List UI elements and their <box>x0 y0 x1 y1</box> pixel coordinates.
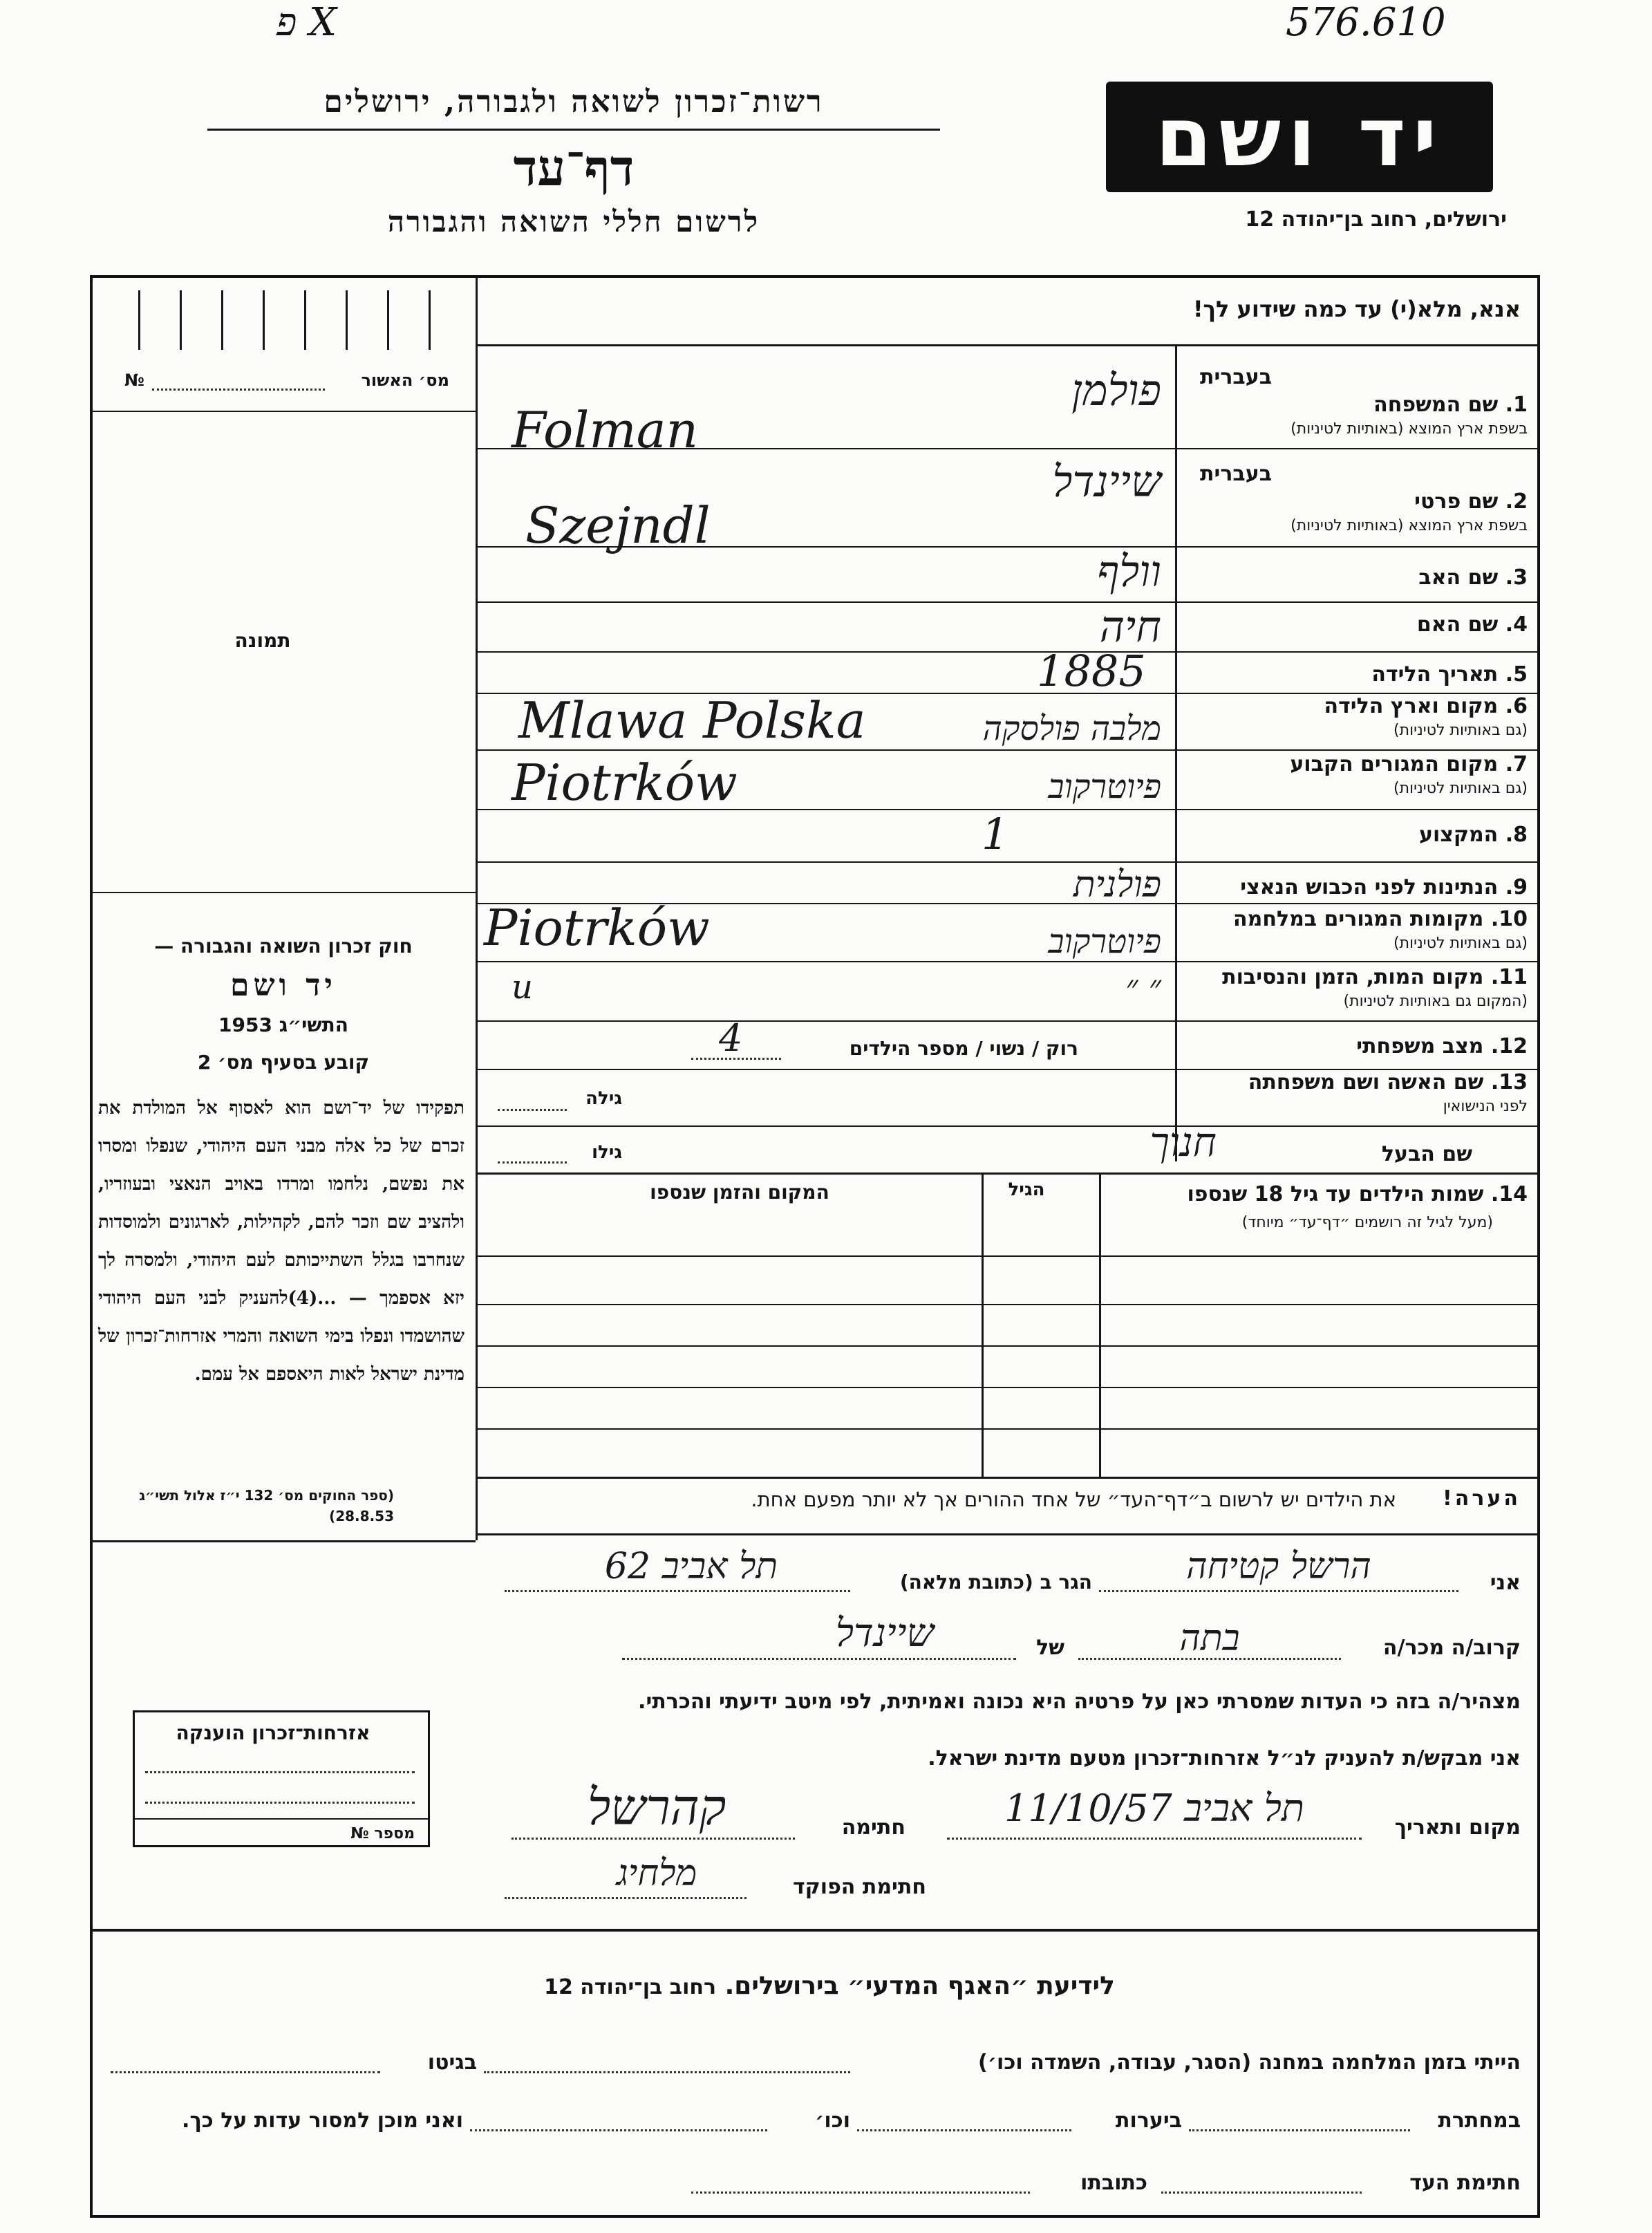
field-4-label: 4. שם האם <box>1416 613 1528 637</box>
statement: מצהיר/ה בזה כי העדות שמסרתי כאן על פרטיה היא נכונה ואמיתית, לפי מיטב ידיעתי והכרתי. <box>638 1690 1521 1714</box>
confirm-label: מס׳ האשור <box>361 371 449 390</box>
footer-line3-a: חתימת העד <box>1409 2171 1521 2195</box>
handwritten-marks: פ X <box>276 0 337 45</box>
sidebar-divider <box>476 275 478 1540</box>
address-line <box>505 1590 850 1592</box>
place-date-line <box>947 1838 1362 1840</box>
row-divider <box>476 961 1540 962</box>
children-row-line[interactable] <box>476 1304 1540 1305</box>
authority-line: רשות־זכרון לשואה ולגבורה, ירושלים <box>323 84 824 120</box>
field-6-label: 6. מקום וארץ הלידה <box>1324 694 1528 718</box>
field-1-label: 1. שם המשפחה <box>1373 393 1528 417</box>
children-row-line[interactable] <box>476 1428 1540 1430</box>
address-value[interactable]: תל אביב 62 <box>604 1546 778 1587</box>
field-6-hebrew-value[interactable]: מלבה פולסקה <box>982 709 1161 748</box>
field-4-hebrew-value[interactable]: חיה <box>1099 601 1161 652</box>
address-label: הגר ב (כתובת מלאה) <box>899 1571 1092 1594</box>
field-7-hebrew-value[interactable]: פיוטרקוב <box>1048 767 1161 806</box>
footer-etc-line[interactable] <box>470 2129 767 2131</box>
form-intro: אנא, מלא(י) עד כמה שידוע לך! <box>1192 296 1521 322</box>
field-11-sub: (המקום גם באותיות לטיניות) <box>1343 993 1528 1010</box>
note-label: הערה! <box>1443 1486 1521 1511</box>
children-col-divider <box>1099 1172 1101 1477</box>
footer-line3-b: כתובתו <box>1080 2171 1147 2195</box>
field-3-label: 3. שם האב <box>1418 566 1528 590</box>
footer-witness-sign-line[interactable] <box>1161 2192 1362 2194</box>
row-divider <box>476 651 1540 653</box>
footer-address-line[interactable] <box>691 2192 1030 2194</box>
row-divider <box>476 861 1540 863</box>
photo-divider <box>90 892 476 893</box>
of-label: של <box>1036 1636 1064 1660</box>
footer-camp-line[interactable] <box>484 2071 850 2073</box>
field-5-label: 5. תאריך הלידה <box>1371 662 1528 686</box>
field-7-sub: (גם באותיות לטיניות) <box>1393 780 1528 797</box>
field-12-label: 12. מצב משפחתי <box>1356 1034 1528 1058</box>
field-8-label: 8. המקצוע <box>1418 823 1528 847</box>
husband-label: שם הבעל <box>1381 1142 1472 1166</box>
children-col-divider <box>982 1172 984 1477</box>
place-date-value[interactable]: תל אביב 11/10/57 <box>1004 1786 1304 1830</box>
footer-line2-b: ביערות <box>1116 2109 1182 2133</box>
confirm-box-line <box>263 290 265 350</box>
confirm-divider <box>90 411 476 412</box>
of-value[interactable]: שיינדל <box>835 1611 935 1656</box>
spouse-age-line <box>498 1109 567 1111</box>
confirm-box-line <box>387 290 389 350</box>
confirm-box-line <box>304 290 306 350</box>
law-ref: (ספר החוקים מס׳ 132 י״ז אלול תשי״ג 28.8.53) <box>139 1487 394 1524</box>
signature-label: חתימה <box>841 1815 905 1840</box>
field-9-label: 9. הנתינות לפני הכבוש הנאצי <box>1240 875 1528 899</box>
husband-value[interactable]: חנוך <box>1149 1119 1217 1166</box>
declaration-i-label: אני <box>1490 1571 1521 1595</box>
field-9-hebrew-value[interactable]: פולנית <box>1073 864 1161 906</box>
field-14-sub: (מעל לגיל זה רושמים ״דף־עד״ מיוחד) <box>1241 1214 1493 1231</box>
row-divider <box>476 749 1540 751</box>
field-14-label: 14. שמות הילדים עד גיל 18 שנספו <box>1187 1182 1528 1206</box>
field-11-latin-value[interactable]: u <box>511 968 533 1007</box>
intro-divider <box>476 344 1540 346</box>
request: אני מבקש/ת להעניק לנ״ל אזרחות־זכרון מטעם מדינת ישראל. <box>928 1746 1521 1770</box>
row-divider <box>476 1125 1540 1127</box>
footer-divider <box>90 1929 1540 1932</box>
field-1-latin-value[interactable]: Folman <box>511 401 698 459</box>
children-row-line[interactable] <box>476 1345 1540 1347</box>
field-3-hebrew-value[interactable]: וולף <box>1097 546 1161 597</box>
footer-line2-d: ואני מוכן למסור עדות על כך. <box>182 2109 463 2133</box>
witness-name-line <box>1099 1590 1458 1592</box>
field-11-label: 11. מקום המות, הזמן והנסיבות <box>1222 965 1528 989</box>
field-6-sub: (גם באותיות לטיניות) <box>1393 722 1528 739</box>
children-count-value[interactable]: 4 <box>719 1016 743 1060</box>
confirm-box-line <box>346 290 348 350</box>
section-divider <box>476 1477 1540 1479</box>
field-13-label: 13. שם האשה ושם משפחתה <box>1248 1070 1528 1094</box>
photo-label: תמונה <box>234 629 291 652</box>
hebrew-tag: בעברית <box>1200 462 1272 486</box>
confirm-box-line <box>429 290 431 350</box>
citizenship-line[interactable] <box>145 1802 415 1804</box>
footer-line2-c: וכו׳ <box>815 2109 850 2133</box>
citizenship-box-title: אזרחות־זכרון הוענקה <box>176 1721 370 1744</box>
hebrew-tag: בעברית <box>1200 365 1272 389</box>
field-2-sub: בשפת ארץ המוצא (באותיות לטיניות) <box>1290 517 1528 534</box>
husband-age-label: גילו <box>592 1142 622 1163</box>
children-row-line[interactable] <box>476 1387 1540 1388</box>
witness-name-value[interactable]: הרשל קטיחה <box>1186 1546 1371 1587</box>
confirm-box-line <box>180 290 182 350</box>
law-title: חוק זכרון השואה והגבורה — <box>154 935 413 957</box>
citizenship-line[interactable] <box>145 1771 415 1773</box>
confirm-no-line[interactable] <box>152 389 325 391</box>
signature-value[interactable]: קהרשל <box>587 1778 726 1836</box>
confirm-box-line <box>221 290 223 350</box>
field-2-latin-value[interactable]: Szejndl <box>525 496 711 554</box>
field-2-label: 2. שם פרטי <box>1414 489 1528 514</box>
confirm-no-sign: № <box>124 371 144 390</box>
confirm-box-line <box>138 290 140 350</box>
officer-label: חתימת הפוקד <box>793 1875 926 1899</box>
footer-line2-a: במחתרת <box>1438 2109 1521 2133</box>
field-1-sub: בשפת ארץ המוצא (באותיות לטיניות) <box>1290 420 1528 438</box>
officer-value[interactable]: מלחיג <box>616 1853 697 1894</box>
footer-line1-a: הייתי בזמן המלחמה במחנה (הסגר, עבודה, השמדה וכו׳) <box>978 2050 1521 2075</box>
place-date-label: מקום ותאריך <box>1394 1815 1521 1840</box>
footer-line1-b: בגיטו <box>427 2050 477 2075</box>
field-10-hebrew-value[interactable]: פיוטרקוב <box>1048 922 1161 961</box>
children-col-age: הגיל <box>1008 1179 1045 1200</box>
section-divider <box>476 1172 1540 1175</box>
authority-underline <box>207 129 940 131</box>
field-10-sub: (גם באותיות לטיניות) <box>1393 935 1528 952</box>
field-8-hebrew-value[interactable]: 1 <box>982 809 1009 859</box>
law-text: תפקידו של יד־ושם הוא לאסוף אל המולדת את זכרם של כל אלה מבני העם היהודי, שנפלו ומסרו את נפשם, נלחמו ומרדו באויב הנאצי ובעוזריו, ולהציב שם וזכר להם, לקהילות, לארגונים ולמוסדות שנחרבו בגלל השתייכותם לעם היהודי, ולמסרה לך יזא אספמך — ...(4)להעניק לבני העם היהודי שהושמדו ונפלו בימי השואה והמרי אזרחות־זכרון של מדינת ישראל לאות היאספם אל עמם. <box>98 1098 464 1385</box>
law-name: יד ושם <box>230 968 337 1003</box>
row-divider <box>476 1020 1540 1022</box>
header-address: ירושלים, רחוב בן־יהודה 12 <box>1245 207 1507 232</box>
law-clause: קובע בסעיף מס׳ 2 <box>197 1051 370 1074</box>
field-13-sub: לפני הנישואין <box>1443 1098 1528 1115</box>
field-10-latin-value[interactable]: Piotrków <box>484 899 710 957</box>
footer-forests-line[interactable] <box>857 2129 1071 2131</box>
footer-ghetto-line[interactable] <box>111 2071 380 2073</box>
officer-line <box>505 1897 747 1899</box>
children-col-place: המקום והזמן שנספו <box>650 1181 829 1204</box>
note-text: את הילדים יש לרשום ב״דף־העד״ של אחד ההורים אך לא יותר מפעם אחת. <box>751 1488 1396 1511</box>
citizenship-box-no: מספר № <box>350 1825 415 1842</box>
footer-underground-line[interactable] <box>1189 2129 1410 2131</box>
sidebar-bottom <box>90 1540 476 1542</box>
relation-value[interactable]: בתה <box>1179 1618 1240 1659</box>
spouse-age-label: גילה <box>585 1088 622 1109</box>
file-number: 576.610 <box>1286 0 1446 45</box>
field-7-latin-value[interactable]: Piotrków <box>511 754 738 812</box>
row-divider <box>476 448 1540 449</box>
form-title: דף־עד <box>513 138 635 197</box>
field-7-label: 7. מקום המגורים הקבוע <box>1290 752 1528 776</box>
field-1-hebrew-value[interactable]: פולמן <box>1071 365 1161 415</box>
yad-vashem-logo: יד ושם <box>1106 82 1493 192</box>
signature-line <box>511 1838 795 1840</box>
field-6-latin-value[interactable]: Mlawa Polska <box>518 691 866 749</box>
of-line <box>622 1658 1016 1660</box>
relation-label: קרוב/ה מכר/ה <box>1382 1636 1521 1660</box>
field-11-hebrew-value[interactable]: ״ ״ <box>1125 968 1161 1007</box>
field-2-hebrew-value[interactable]: שיינדל <box>1052 456 1161 507</box>
citizenship-no-divider <box>133 1818 430 1820</box>
husband-age-line <box>498 1161 567 1164</box>
form-subtitle: לרשום חללי השואה והגבורה <box>387 205 760 239</box>
footer-heading: לידיעת ״האגף המדעי״ בירושלים. רחוב בן־יהודה 12 <box>544 1972 1115 2000</box>
children-row-line[interactable] <box>476 1255 1540 1257</box>
section-divider <box>476 1533 1540 1535</box>
field-10-label: 10. מקומות המגורים במלחמה <box>1233 907 1528 931</box>
marital-options[interactable]: רוק / נשוי / מספר הילדים <box>849 1037 1078 1060</box>
field-5-hebrew-value[interactable]: 1885 <box>1037 646 1146 696</box>
law-year: התשי״ג 1953 <box>218 1013 348 1036</box>
